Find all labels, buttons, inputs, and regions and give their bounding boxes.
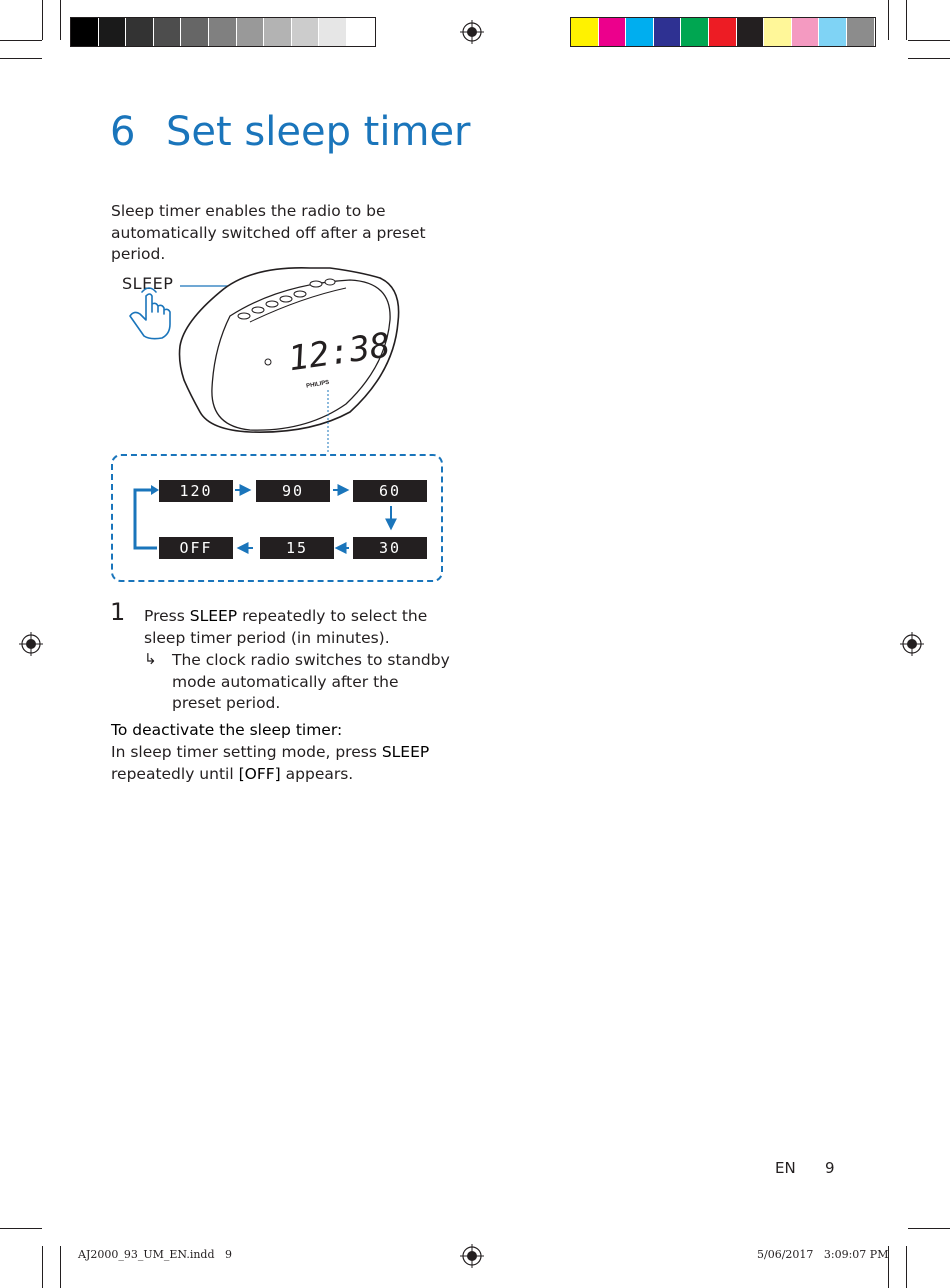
timer-option-90: 90 [256, 480, 330, 502]
process-color-swatch [792, 18, 820, 46]
gray-swatch [209, 18, 237, 46]
sleep-keyword: SLEEP [189, 607, 238, 625]
process-color-swatch [654, 18, 682, 46]
pointing-hand-icon [130, 288, 170, 339]
sequence-arrows [111, 454, 443, 582]
gray-color-bar [70, 17, 376, 47]
sleep-button-callout-label: SLEEP [122, 274, 174, 293]
registration-mark-icon [900, 632, 924, 656]
sleep-keyword: SLEEP [381, 743, 430, 761]
timer-option-off: OFF [159, 537, 233, 559]
gray-swatch [319, 18, 347, 46]
process-color-swatch [819, 18, 847, 46]
process-color-bar [570, 17, 876, 47]
result-arrow-icon: ↳ [144, 650, 157, 668]
process-color-swatch [571, 18, 599, 46]
intro-paragraph: Sleep timer enables the radio to be automatically switched off after a preset period. [111, 202, 426, 263]
step-number: 1 [110, 598, 126, 626]
gray-swatch [264, 18, 292, 46]
gray-swatch [237, 18, 265, 46]
step-instruction: Press SLEEP repeatedly to select the sleep timer period (in minutes). [144, 607, 428, 647]
process-color-swatch [737, 18, 765, 46]
print-slug-timestamp: 5/06/2017 3:09:07 PM [757, 1248, 889, 1261]
gray-swatch [347, 18, 375, 46]
gray-swatch [126, 18, 154, 46]
process-color-swatch [764, 18, 792, 46]
clock-display-time: 12:38 [285, 325, 393, 380]
timer-option-30: 30 [353, 537, 427, 559]
footer-language: EN [775, 1159, 796, 1177]
registration-mark-icon [19, 632, 43, 656]
brand-logo: PHILIPS [305, 379, 330, 390]
deactivate-heading: To deactivate the sleep timer: [111, 721, 343, 739]
gray-swatch [154, 18, 182, 46]
timer-option-120: 120 [159, 480, 233, 502]
gray-swatch [99, 18, 127, 46]
process-color-swatch [709, 18, 737, 46]
page-title: Set sleep timer [166, 109, 471, 155]
registration-mark-icon [460, 20, 484, 44]
print-slug-file: AJ2000_93_UM_EN.indd 9 [78, 1248, 232, 1261]
timer-option-60: 60 [353, 480, 427, 502]
off-keyword: [OFF] [238, 764, 281, 783]
process-color-swatch [681, 18, 709, 46]
sleep-timer-sequence [111, 454, 443, 582]
process-color-swatch [847, 18, 875, 46]
footer-page-number: 9 [825, 1159, 835, 1177]
registration-mark-icon [460, 1244, 484, 1268]
deactivate-instruction: In sleep timer setting mode, press SLEEP repeatedly until [OFF] appears. [111, 743, 430, 783]
step-result: The clock radio switches to standby mode automatically after the preset period. [172, 651, 450, 712]
gray-swatch [292, 18, 320, 46]
process-color-swatch [599, 18, 627, 46]
gray-swatch [71, 18, 99, 46]
chapter-number: 6 [110, 109, 136, 155]
process-color-swatch [626, 18, 654, 46]
timer-option-15: 15 [260, 537, 334, 559]
gray-swatch [181, 18, 209, 46]
